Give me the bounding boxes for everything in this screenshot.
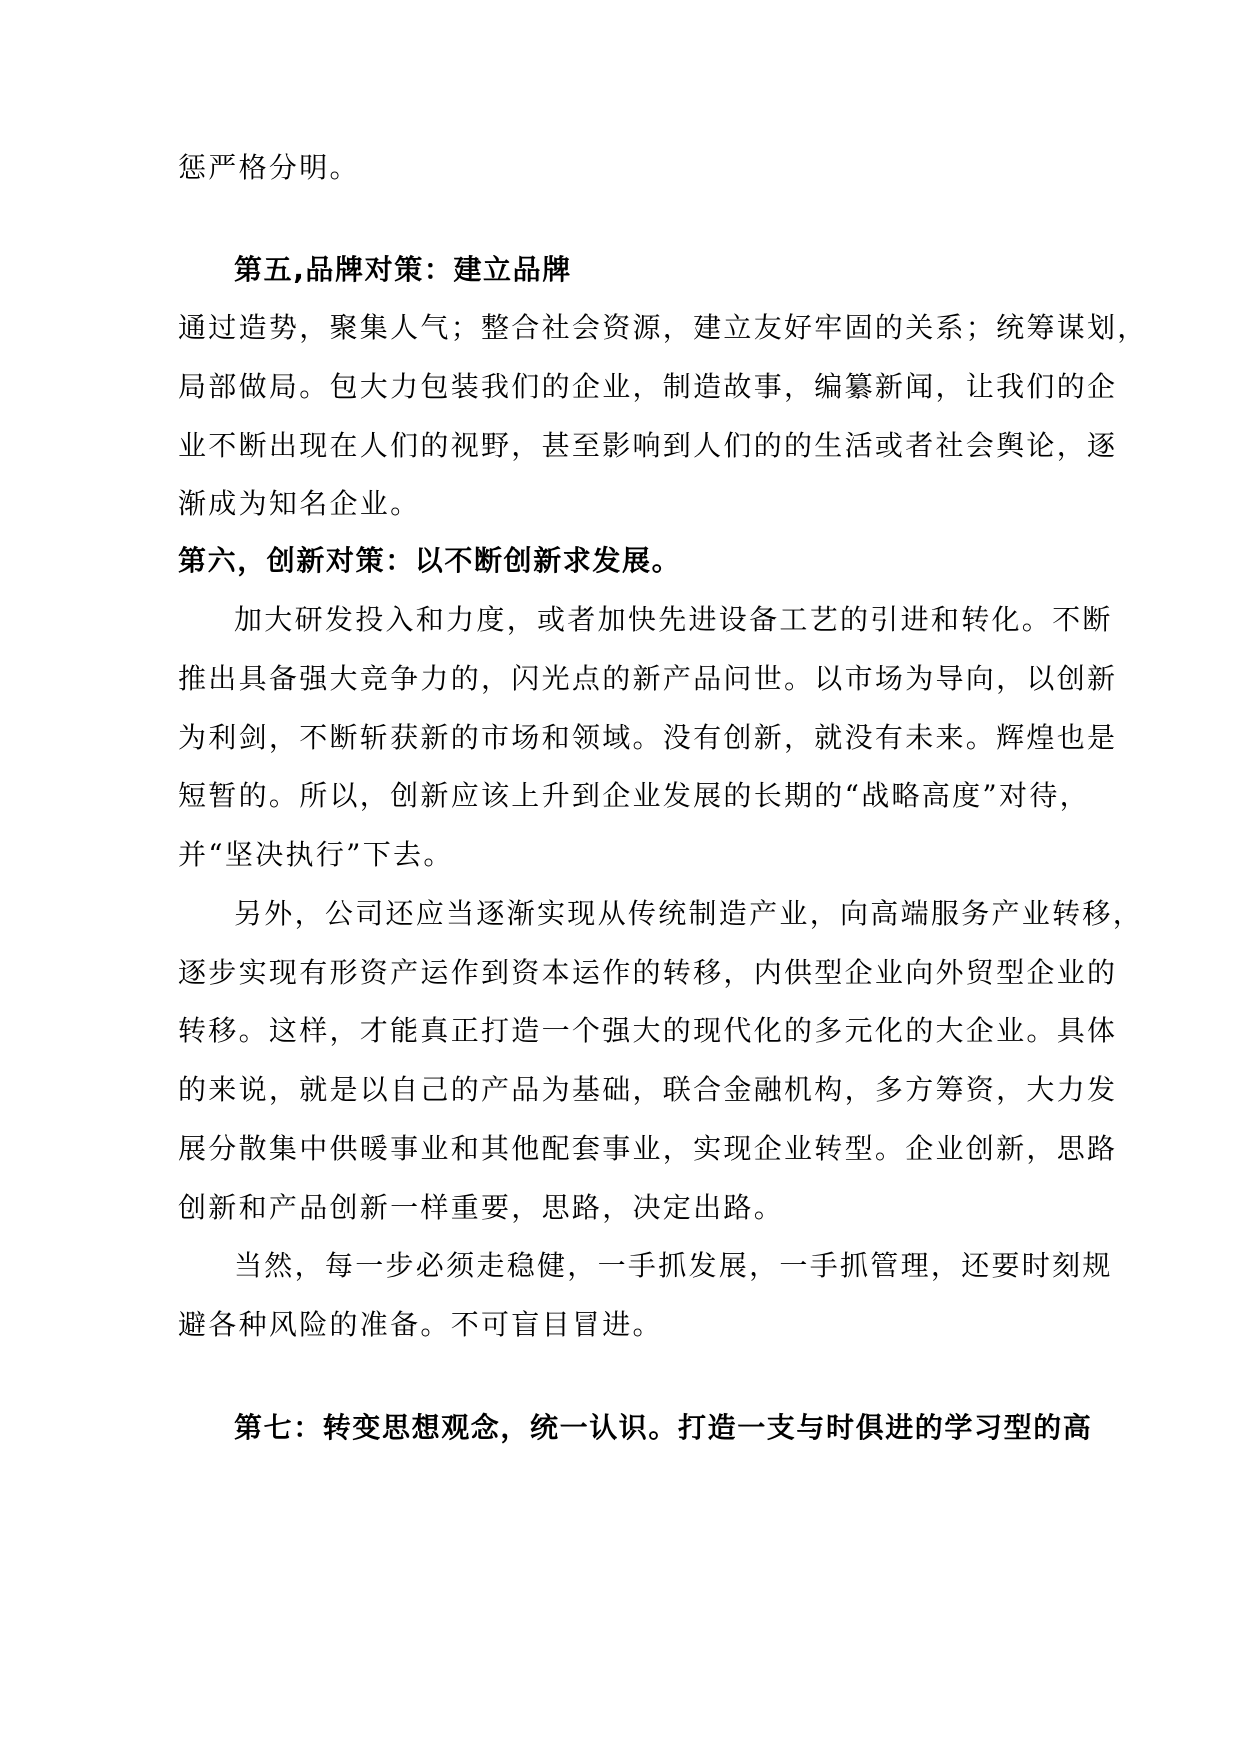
text-line: 推出具备强大竞争力的，闪光点的新产品问世。以市场为导向，以创新 (178, 662, 1118, 695)
text-line: 展分散集中供暖事业和其他配套事业，实现企业转型。企业创新，思路 (178, 1132, 1118, 1165)
section-heading-5: 第五,品牌对策：建立品牌 (234, 253, 572, 286)
text-line: 当然，每一步必须走稳健，一手抓发展，一手抓管理，还要时刻规 (234, 1249, 1113, 1282)
text-line: 并“坚决执行”下去。 (178, 838, 454, 871)
text-line: 短暂的。所以，创新应该上升到企业发展的长期的“战略高度”对待， (178, 779, 1090, 812)
text-line: 渐成为知名企业。 (178, 487, 421, 520)
text-line: 为利剑，不断斩获新的市场和领域。没有创新，就没有未来。辉煌也是 (178, 721, 1118, 754)
text-line: 业不断出现在人们的视野，甚至影响到人们的的生活或者社会舆论，逐 (178, 429, 1118, 462)
section-heading-7: 第七：转变思想观念，统一认识。打造一支与时俱进的学习型的高 (234, 1411, 1093, 1444)
text-line: 逐步实现有形资产运作到资本运作的转移，内供型企业向外贸型企业的 (178, 956, 1118, 989)
text-line: 通过造势，聚集人气；整合社会资源，建立友好牢固的关系；统筹谋划， (178, 311, 1148, 344)
section-heading-6: 第六，创新对策：以不断创新求发展。 (178, 544, 682, 577)
text-line: 转移。这样，才能真正打造一个强大的现代化的多元化的大企业。具体 (178, 1014, 1118, 1047)
text-line: 创新和产品创新一样重要，思路，决定出路。 (178, 1191, 785, 1224)
text-line: 惩严格分明。 (178, 151, 360, 184)
text-line: 另外，公司还应当逐渐实现从传统制造产业，向高端服务产业转移， (234, 897, 1144, 930)
text-line: 避各种风险的准备。不可盲目冒进。 (178, 1308, 663, 1341)
text-line: 局部做局。包大力包装我们的企业，制造故事，编纂新闻，让我们的企 (178, 370, 1118, 403)
text-line: 的来说，就是以自己的产品为基础，联合金融机构，多方筹资，大力发 (178, 1073, 1118, 1106)
text-line: 加大研发投入和力度，或者加快先进设备工艺的引进和转化。不断 (234, 603, 1113, 636)
